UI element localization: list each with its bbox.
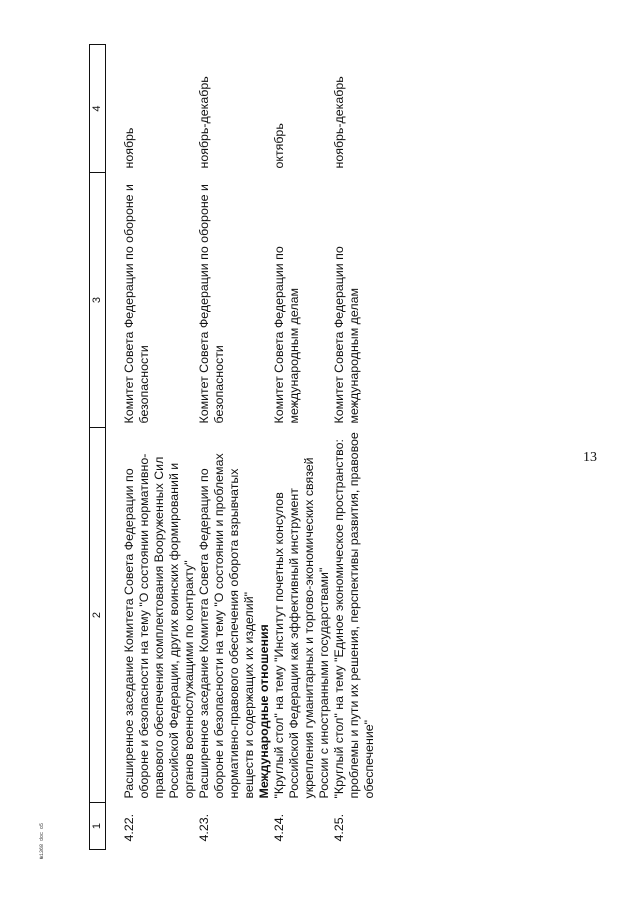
item-number: 4.23. — [197, 813, 211, 842]
rotated-page — [34, 35, 609, 865]
responsible-body: Комитет Совета Федерации по обороне и безопасности — [197, 184, 226, 424]
column-header-2: 2 — [90, 428, 106, 803]
event-description: Расширенное заседание Комитета Совета Федерации по обороне и безопасности на тему "О состоянии нормативно-правового обеспечения комплектования Вооруженных Сил Российской Федерации, других воинских формирований и органов военнослужащими по контракту" — [122, 453, 196, 799]
event-date: ноябрь-декабрь — [197, 76, 211, 169]
table-row — [122, 45, 197, 850]
section-heading: Международные отношения — [257, 624, 271, 799]
table-row — [332, 45, 377, 850]
responsible-body: Комитет Совета Федерации по международным делам — [272, 246, 301, 424]
page-number: 13 — [583, 450, 597, 465]
events-table — [89, 44, 377, 850]
column-number-row — [90, 45, 106, 850]
column-header-1: 1 — [90, 803, 106, 850]
event-date: октябрь — [272, 123, 286, 169]
column-header-3: 3 — [90, 173, 106, 428]
section-heading-row — [257, 45, 272, 850]
event-description: Расширенное заседание Комитета Совета Федерации по обороне и безопасности на тему "О состоянии и проблемах нормативно-правового обеспечения оборота взрывчатых веществ и содержащих их изделий" — [197, 453, 256, 799]
item-number: 4.24. — [272, 813, 286, 842]
responsible-body: Комитет Совета Федерации по международным делам — [332, 246, 361, 424]
event-description: "Круглый стол" на тему "Институт почетных консулов Российской Федерации как эффективный инструмент укрепления гуманитарных и торгово-экономических связей России с иностранными государствами" — [272, 457, 331, 799]
table-row — [272, 45, 332, 850]
item-number: 4.25. — [332, 813, 346, 842]
responsible-body: Комитет Совета Федерации по обороне и безопасности — [122, 184, 151, 424]
event-description: "Круглый стол" на тему "Единое экономическое пространство: проблемы и пути их решения, перспективы развития, правовое обеспечение" — [332, 432, 376, 799]
document-id: №1368 doc o5 — [39, 822, 45, 859]
table-row — [197, 45, 257, 850]
event-date: ноябрь — [122, 127, 136, 169]
event-date: ноябрь-декабрь — [332, 76, 346, 169]
item-number: 4.22. — [122, 813, 136, 842]
column-header-4: 4 — [90, 45, 106, 173]
